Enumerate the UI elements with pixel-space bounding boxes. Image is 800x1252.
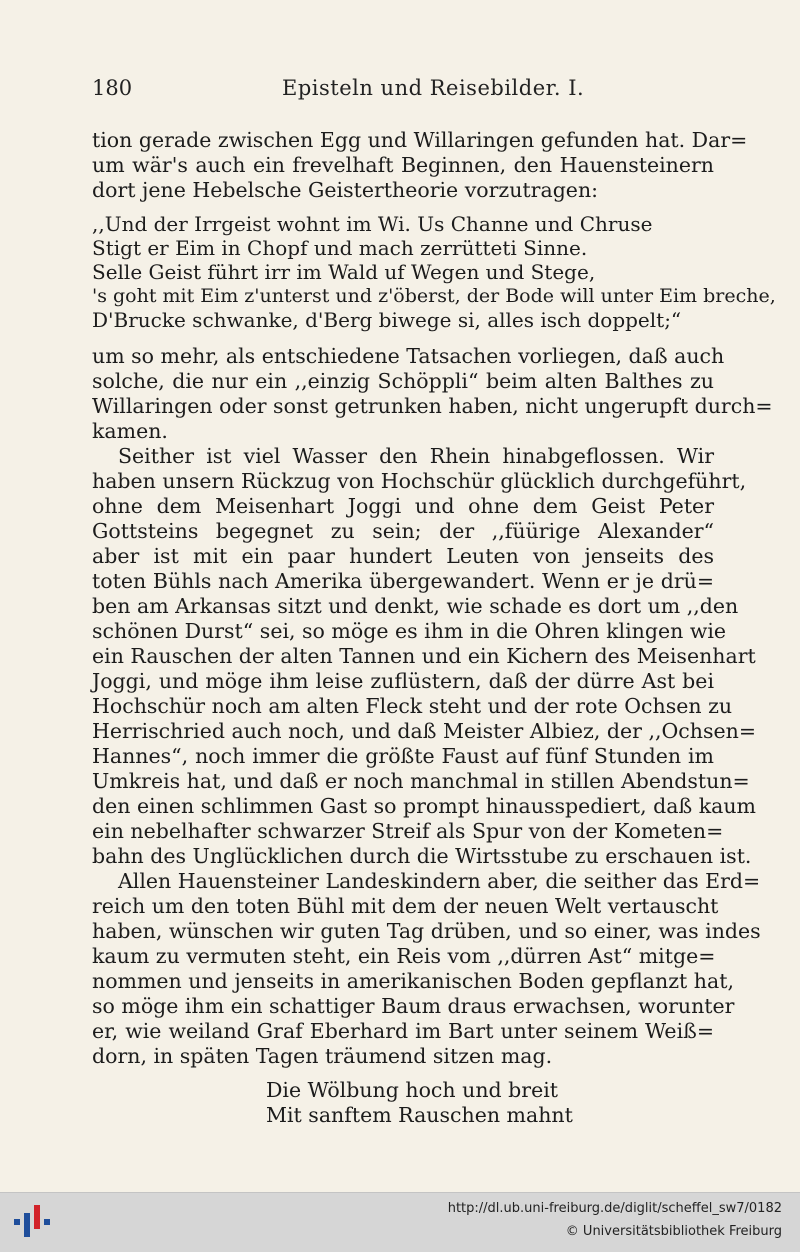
page-number: 180 — [92, 76, 133, 100]
text-line: Herrischried auch noch, und daß Meister Albiez, der ,,Ochsen= — [92, 719, 756, 743]
text-line: Joggi, und möge ihm leise zuflüstern, daß der dürre Ast bei — [92, 669, 714, 693]
text-line: solche, die nur ein ,,einzig Schöppli“ beim alten Balthes zu — [92, 369, 714, 393]
text-line: Willaringen oder sonst getrunken haben, nicht ungerupft durch= — [92, 394, 773, 418]
text-line: Umkreis hat, und daß er noch manchmal in stillen Abendstun= — [92, 769, 750, 793]
text-line: aber ist mit ein paar hundert Leuten von jenseits des — [92, 544, 714, 568]
text-line: um so mehr, als entschiedene Tatsachen vorliegen, daß auch — [92, 344, 725, 368]
text-line: haben unsern Rückzug von Hochschür glücklich durchgeführt, — [92, 469, 747, 493]
text-line: Hochschür noch am alten Fleck steht und der rote Ochsen zu — [92, 694, 733, 718]
verse-line: Selle Geist führt irr im Wald uf Wegen und Stege, — [92, 260, 596, 284]
text-line: den einen schlimmen Gast so prompt hinausspediert, daß kaum — [92, 794, 756, 818]
text-line: dorn, in späten Tagen träumend sitzen mag. — [92, 1044, 553, 1068]
verse-line: D'Brucke schwanke, d'Berg biwege si, alles isch doppelt;“ — [92, 308, 682, 332]
text-line: toten Bühls nach Amerika übergewandert. Wenn er je drü= — [92, 569, 714, 593]
text-line: so möge ihm ein schattiger Baum draus erwachsen, worunter — [92, 994, 735, 1018]
text-line: er, wie weiland Graf Eberhard im Bart unter seinem Weiß= — [92, 1019, 714, 1043]
text-line: um wär's auch ein frevelhaft Beginnen, den Hauensteinern — [92, 153, 714, 177]
text-line: ein nebelhafter schwarzer Streif als Spur von der Kometen= — [92, 819, 724, 843]
verse-line: ,,Und der Irrgeist wohnt im Wi. Us Channe und Chruse — [92, 212, 653, 236]
verse-line: Stigt er Eim in Chopf und mach zerrütteti Sinne. — [92, 236, 588, 260]
verse-line: Die Wölbung hoch und breit — [266, 1078, 559, 1102]
viewer-footer — [0, 1192, 800, 1252]
text-line: haben, wünschen wir guten Tag drüben, und so einer, was indes — [92, 919, 761, 943]
running-title: Episteln und Reisebilder. I. — [282, 76, 585, 100]
text-line: Hannes“, noch immer die größte Faust auf fünf Stunden im — [92, 744, 714, 768]
text-line: ohne dem Meisenhart Joggi und ohne dem Geist Peter — [92, 494, 714, 518]
paragraph-first-line: Allen Hauensteiner Landeskindern aber, die seither das Erd= — [118, 869, 761, 893]
text-line: kaum zu vermuten steht, ein Reis vom ,,dürren Ast“ mitge= — [92, 944, 716, 968]
text-line: nommen und jenseits in amerikanischen Boden gepflanzt hat, — [92, 969, 734, 993]
permalink-url[interactable]: http://dl.ub.uni-freiburg.de/diglit/scheffel_sw7/0182 — [447, 1201, 782, 1216]
paragraph-first-line: Seither ist viel Wasser den Rhein hinabgeflossen. Wir — [118, 444, 714, 468]
text-line: ben am Arkansas sitzt und denkt, wie schade es dort um ,,den — [92, 594, 739, 618]
page-header — [92, 72, 712, 108]
verse-line: 's goht mit Eim z'unterst und z'öberst, der Bode will unter Eim breche, — [92, 285, 776, 307]
text-line: ein Rauschen der alten Tannen und ein Kichern des Meisenhart — [92, 644, 756, 668]
verse-line: Mit sanftem Rauschen mahnt — [266, 1103, 573, 1127]
text-line: kamen. — [92, 419, 168, 443]
library-logo-icon — [12, 1203, 52, 1243]
text-line: reich um den toten Bühl mit dem der neuen Welt vertauscht — [92, 894, 719, 918]
copyright-notice: © Universitätsbibliothek Freiburg — [565, 1224, 782, 1239]
text-line: tion gerade zwischen Egg und Willaringen gefunden hat. Dar= — [92, 128, 748, 152]
text-line: schönen Durst“ sei, so möge es ihm in die Ohren klingen wie — [92, 619, 727, 643]
text-line: Gottsteins begegnet zu sein; der ,,füürige Alexander“ — [92, 519, 714, 543]
text-line: bahn des Unglücklichen durch die Wirtsstube zu erschauen ist. — [92, 844, 752, 868]
text-line: dort jene Hebelsche Geistertheorie vorzutragen: — [92, 178, 599, 202]
